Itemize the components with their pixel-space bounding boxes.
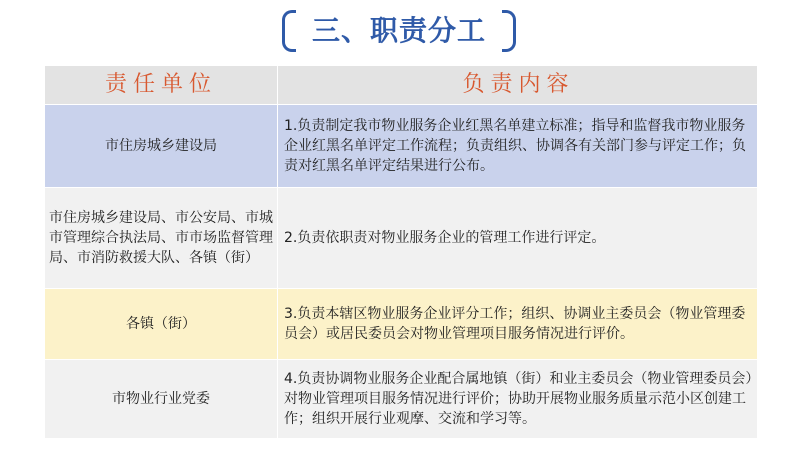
unit-cell: 各镇（街） [126,316,196,332]
unit-cell: 市物业行业党委 [112,391,210,407]
header-unit: 责任单位 [104,72,217,97]
table-header-row [45,66,757,104]
right-bracket-decoration [502,10,516,52]
page-title: 三、职责分工 [311,14,486,47]
table-row [45,288,757,359]
duty-cell: 3.负责本辖区物业服务企业评分工作；组织、协调业主委员会（物业管理委员会）或居民委员会对物业管理项目服务情况进行评价。 [277,289,757,359]
unit-cell: 市住房城乡建设局 [105,138,217,154]
table-row [45,104,757,187]
title-block [282,6,516,56]
duty-cell: 1.负责制定我市物业服务企业红黑名单建立标准；指导和监督我市物业服务企业红黑名单评定工作流程；负责组织、协调各有关部门参与评定工作；负责对红黑名单评定结果进行公布。 [277,105,757,187]
table-row [45,187,757,288]
table-row [45,359,757,438]
header-duty: 负责内容 [277,66,757,104]
duty-cell: 2.负责依职责对物业服务企业的管理工作进行评定。 [277,188,757,288]
unit-cell: 市住房城乡建设局、市公安局、市城市管理综合执法局、市市场监督管理局、市消防救援大队、各镇（街） [49,210,273,266]
duty-cell: 4.负责协调物业服务企业配合属地镇（街）和业主委员会（物业管理委员会）对物业管理项目服务情况进行评价；协助开展物业服务质量示范小区创建工作；组织开展行业观摩、交流和学习等。 [277,360,757,438]
duty-table [45,66,757,438]
